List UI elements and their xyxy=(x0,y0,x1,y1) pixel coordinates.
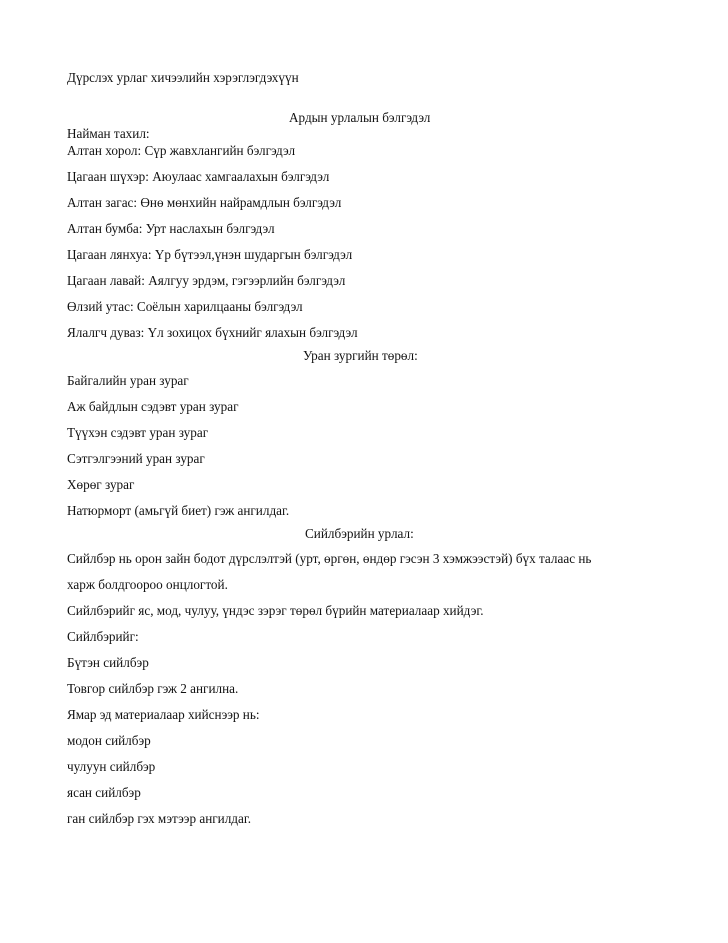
list-item: Хөрөг зураг xyxy=(67,477,135,492)
section-heading-painting-types: Уран зургийн төрөл: xyxy=(303,348,418,363)
paragraph-line: Сийлбэрийг яс, мод, чулуу, үндэс зэрэг төрөл бүрийн материалаар хийдэг. xyxy=(67,603,484,618)
paragraph-line: Товгор сийлбэр гэж 2 ангилна. xyxy=(67,681,239,696)
list-item: модон сийлбэр xyxy=(67,733,151,748)
list-item: Аж байдлын сэдэвт уран зураг xyxy=(67,399,239,414)
list-item: Алтан загас: Өнө мөнхийн найрамдлын бэлгэдэл xyxy=(67,195,342,210)
section-heading-carving: Сийлбэрийн урлал: xyxy=(305,526,414,541)
document-title: Дүрслэх урлаг хичээлийн хэрэглэгдэхүүн xyxy=(67,70,299,85)
list-item: Түүхэн сэдэвт уран зураг xyxy=(67,425,209,440)
list-item: Байгалийн уран зураг xyxy=(67,373,189,388)
list-item: ясан сийлбэр xyxy=(67,785,141,800)
list-item: Алтан бумба: Урт наслахын бэлгэдэл xyxy=(67,221,275,236)
paragraph-line: ган сийлбэр гэх мэтээр ангилдаг. xyxy=(67,811,252,826)
list-item: Цагаан лянхуа: Үр бүтээл,үнэн шударгын бэлгэдэл xyxy=(67,247,353,262)
list-item: Ялалгч дуваз: Үл зохицох бүхнийг ялахын бэлгэдэл xyxy=(67,325,358,340)
paragraph-line: Сийлбэрийг: xyxy=(67,629,139,644)
paragraph-line: Ямар эд материалаар хийснээр нь: xyxy=(67,707,260,722)
list-item: Натюрморт (амьгүй биет) гэж ангилдаг. xyxy=(67,503,290,518)
section-heading-folk-symbols: Ардын урлалын бэлгэдэл xyxy=(289,110,431,125)
list-item: Бүтэн сийлбэр xyxy=(67,655,149,670)
section-intro: Найман тахил: xyxy=(67,126,150,141)
list-item: Алтан хорол: Сүр жавхлангийн бэлгэдэл xyxy=(67,143,296,158)
list-item: Цагаан шүхэр: Аюулаас хамгаалахын бэлгэдэл xyxy=(67,169,330,184)
list-item: Сэтгэлгээний уран зураг xyxy=(67,451,205,466)
list-item: Өлзий утас: Соёлын харилцааны бэлгэдэл xyxy=(67,299,303,314)
paragraph-line: Сийлбэр нь орон зайн бодот дүрслэлтэй (урт, өргөн, өндөр гэсэн 3 хэмжээстэй) бүх талаас нь xyxy=(67,551,592,566)
list-item: чулуун сийлбэр xyxy=(67,759,156,774)
list-item: Цагаан лавай: Аялгуу эрдэм, гэгээрлийн бэлгэдэл xyxy=(67,273,346,288)
paragraph-line: харж болдгоороо онцлогтой. xyxy=(67,577,228,592)
